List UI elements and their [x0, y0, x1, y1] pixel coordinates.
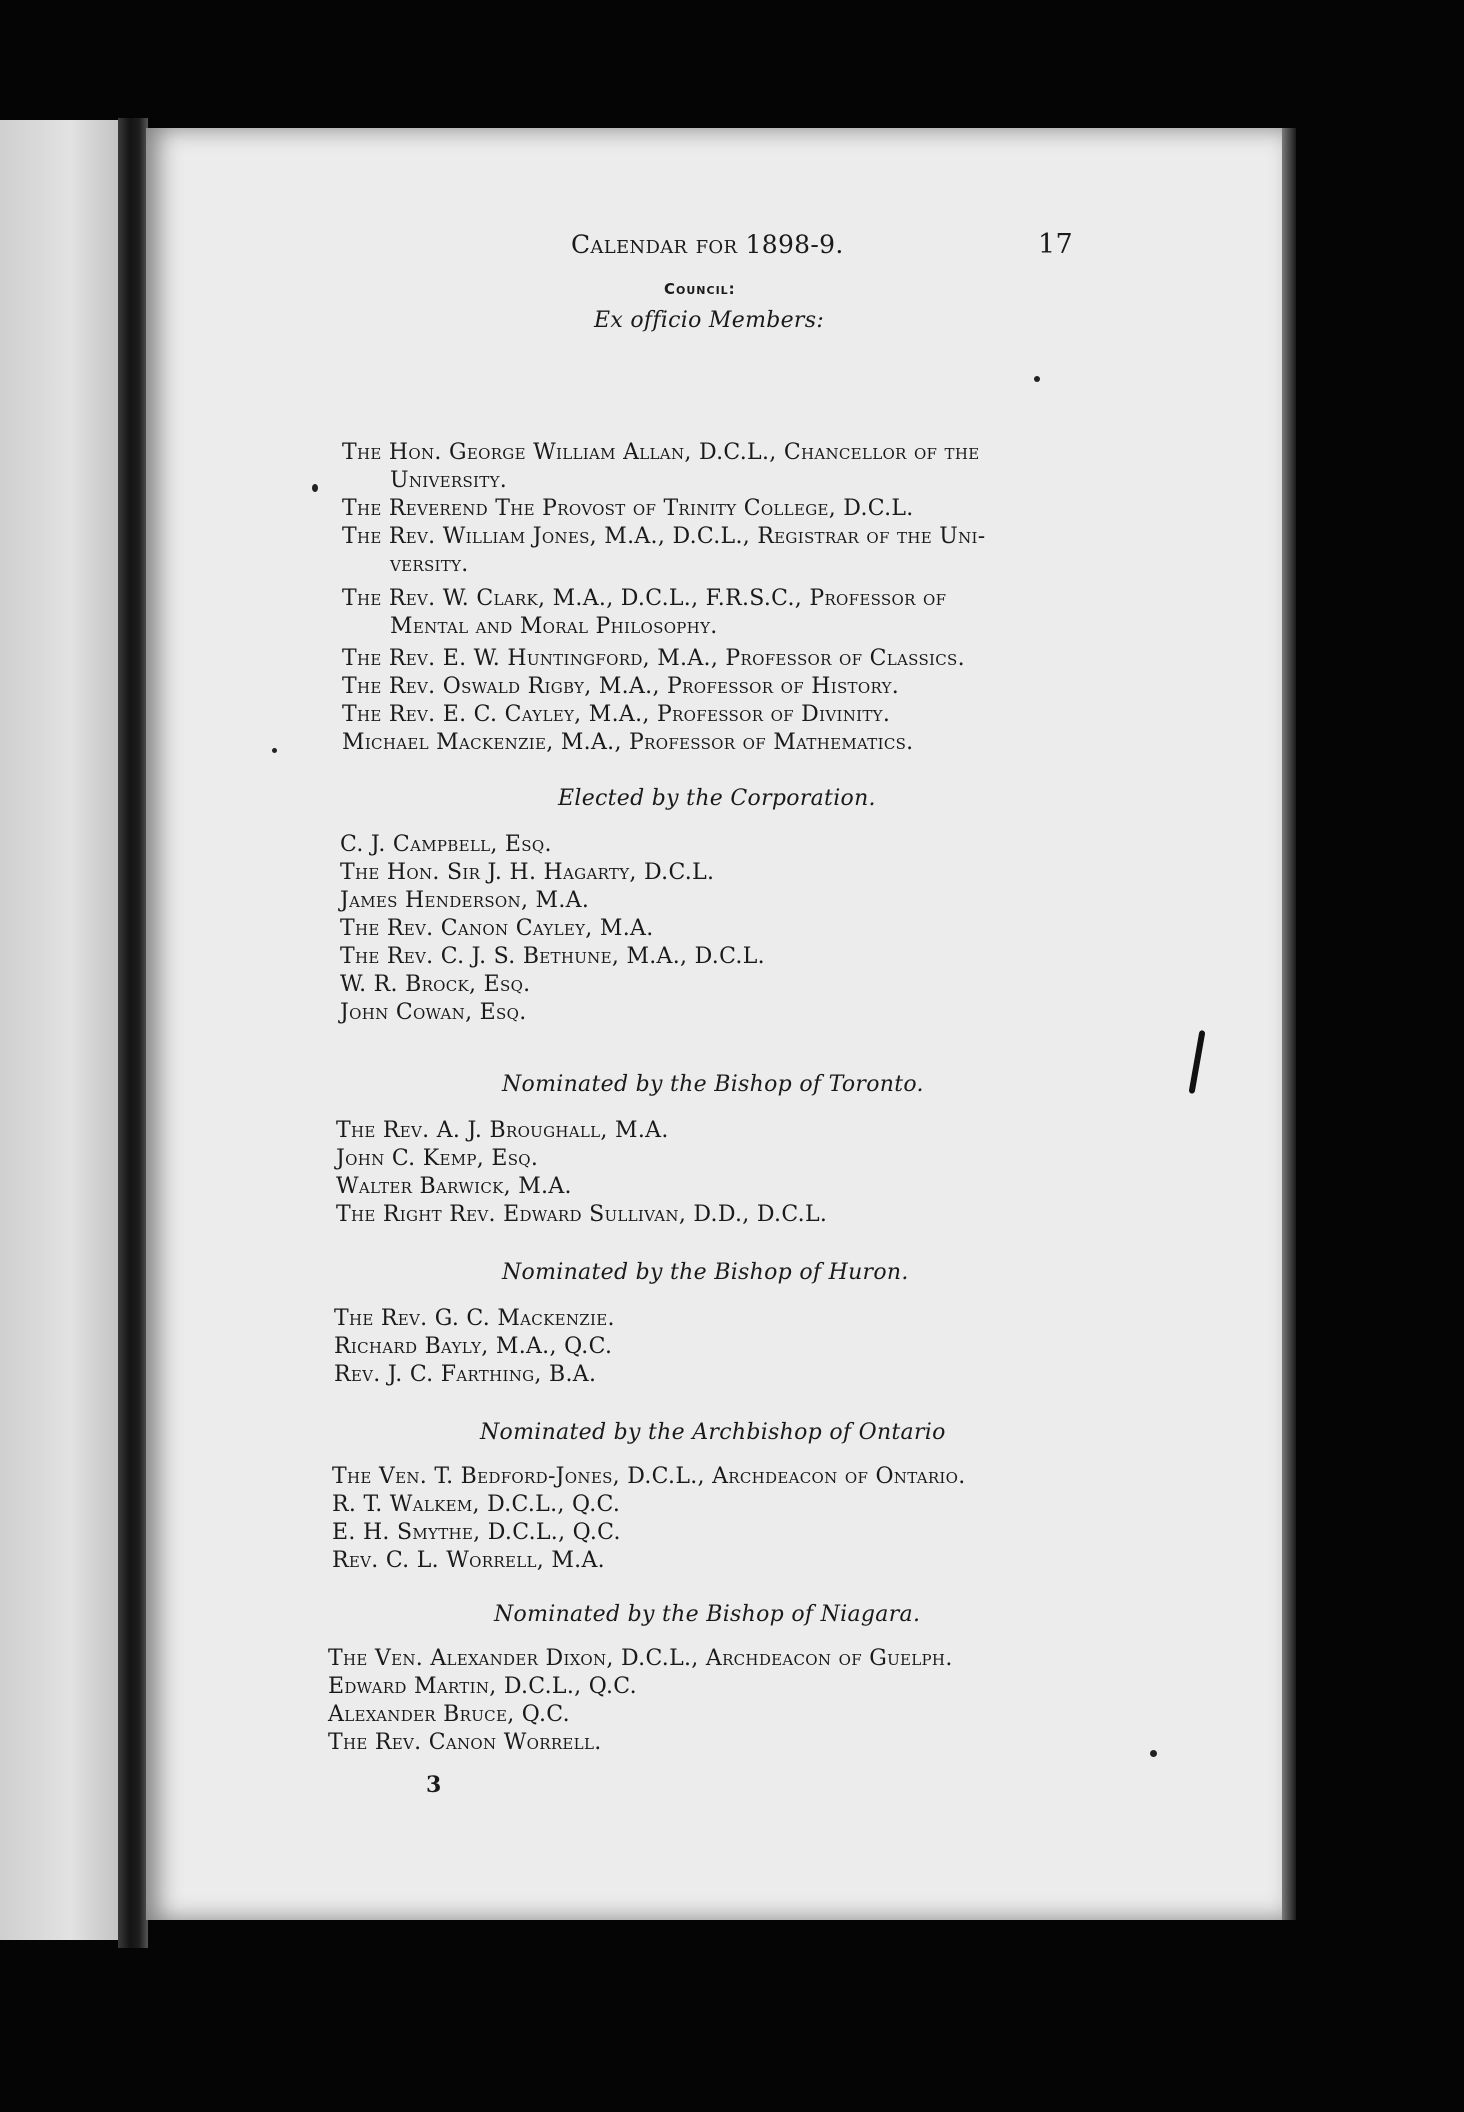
member-line: Mental and Moral Philosophy.: [390, 614, 718, 639]
scan-speck: [1150, 1750, 1157, 1757]
member-line: Alexander Bruce, Q.C.: [328, 1702, 570, 1727]
member-line: E. H. Smythe, D.C.L., Q.C.: [332, 1520, 621, 1545]
section-heading-toronto: Nominated by the Bishop of Toronto.: [502, 1072, 924, 1097]
running-header-page-number: 17: [1038, 229, 1073, 260]
member-line: The Rev. William Jones, M.A., D.C.L., Registrar of the Uni-: [342, 524, 986, 549]
member-line: The Reverend The Provost of Trinity College, D.C.L.: [342, 496, 914, 521]
member-line: University.: [390, 468, 508, 493]
member-line: versity.: [390, 552, 469, 577]
member-line: Richard Bayly, M.A., Q.C.: [334, 1334, 613, 1359]
member-line: Edward Martin, D.C.L., Q.C.: [328, 1674, 637, 1699]
member-line: The Right Rev. Edward Sullivan, D.D., D.C.L.: [336, 1202, 828, 1227]
member-line: Michael Mackenzie, M.A., Professor of Mathematics.: [342, 730, 914, 755]
section-heading-corporation: Elected by the Corporation.: [558, 786, 876, 811]
section-heading-ontario: Nominated by the Archbishop of Ontario: [480, 1420, 946, 1445]
member-line: John C. Kemp, Esq.: [336, 1146, 539, 1171]
book-spine: [118, 118, 148, 1948]
scan-mark: [1188, 1030, 1205, 1094]
ex-officio-heading: Ex officio Members:: [594, 308, 825, 333]
member-line: James Henderson, M.A.: [340, 888, 590, 913]
page-content: [146, 128, 1282, 1920]
section-heading-niagara: Nominated by the Bishop of Niagara.: [494, 1602, 921, 1627]
section-heading-huron: Nominated by the Bishop of Huron.: [502, 1260, 909, 1285]
member-line: The Rev. C. J. S. Bethune, M.A., D.C.L.: [340, 944, 765, 969]
council-heading-label: Council:: [664, 280, 736, 298]
member-line: W. R. Brock, Esq.: [340, 972, 531, 997]
member-line: The Rev. Oswald Rigby, M.A., Professor of History.: [342, 674, 900, 699]
scan-speck: [1034, 376, 1040, 382]
member-line: Rev. J. C. Farthing, B.A.: [334, 1362, 597, 1387]
page-header: [146, 128, 1282, 333]
running-header-title: Calendar for 1898-9.: [571, 230, 844, 259]
member-line: John Cowan, Esq.: [340, 1000, 527, 1025]
member-line: Walter Barwick, M.A.: [336, 1174, 572, 1199]
member-line: The Rev. A. J. Broughall, M.A.: [336, 1118, 669, 1143]
page-edge-shadow: [1282, 128, 1296, 1920]
member-line: The Rev. Canon Cayley, M.A.: [340, 916, 654, 941]
scan-speck: [312, 484, 318, 492]
member-line: The Ven. Alexander Dixon, D.C.L., Archdeacon of Guelph.: [328, 1646, 953, 1671]
member-line: The Hon. Sir J. H. Hagarty, D.C.L.: [340, 860, 715, 885]
member-line: The Hon. George William Allan, D.C.L., Chancellor of the: [342, 440, 980, 465]
signature-mark: 3: [426, 1772, 442, 1798]
member-line: C. J. Campbell, Esq.: [340, 832, 552, 857]
member-line: The Rev. E. W. Huntingford, M.A., Professor of Classics.: [342, 646, 965, 671]
member-line: The Rev. E. C. Cayley, M.A., Professor of Divinity.: [342, 702, 891, 727]
scan-speck: [272, 748, 277, 753]
member-line: The Ven. T. Bedford-Jones, D.C.L., Archdeacon of Ontario.: [332, 1464, 966, 1489]
member-line: The Rev. W. Clark, M.A., D.C.L., F.R.S.C., Professor of: [342, 586, 947, 611]
member-line: The Rev. G. C. Mackenzie.: [334, 1306, 615, 1331]
member-line: Rev. C. L. Worrell, M.A.: [332, 1548, 605, 1573]
member-line: The Rev. Canon Worrell.: [328, 1730, 602, 1755]
member-line: R. T. Walkem, D.C.L., Q.C.: [332, 1492, 621, 1517]
facing-page-edge: [0, 120, 128, 1940]
